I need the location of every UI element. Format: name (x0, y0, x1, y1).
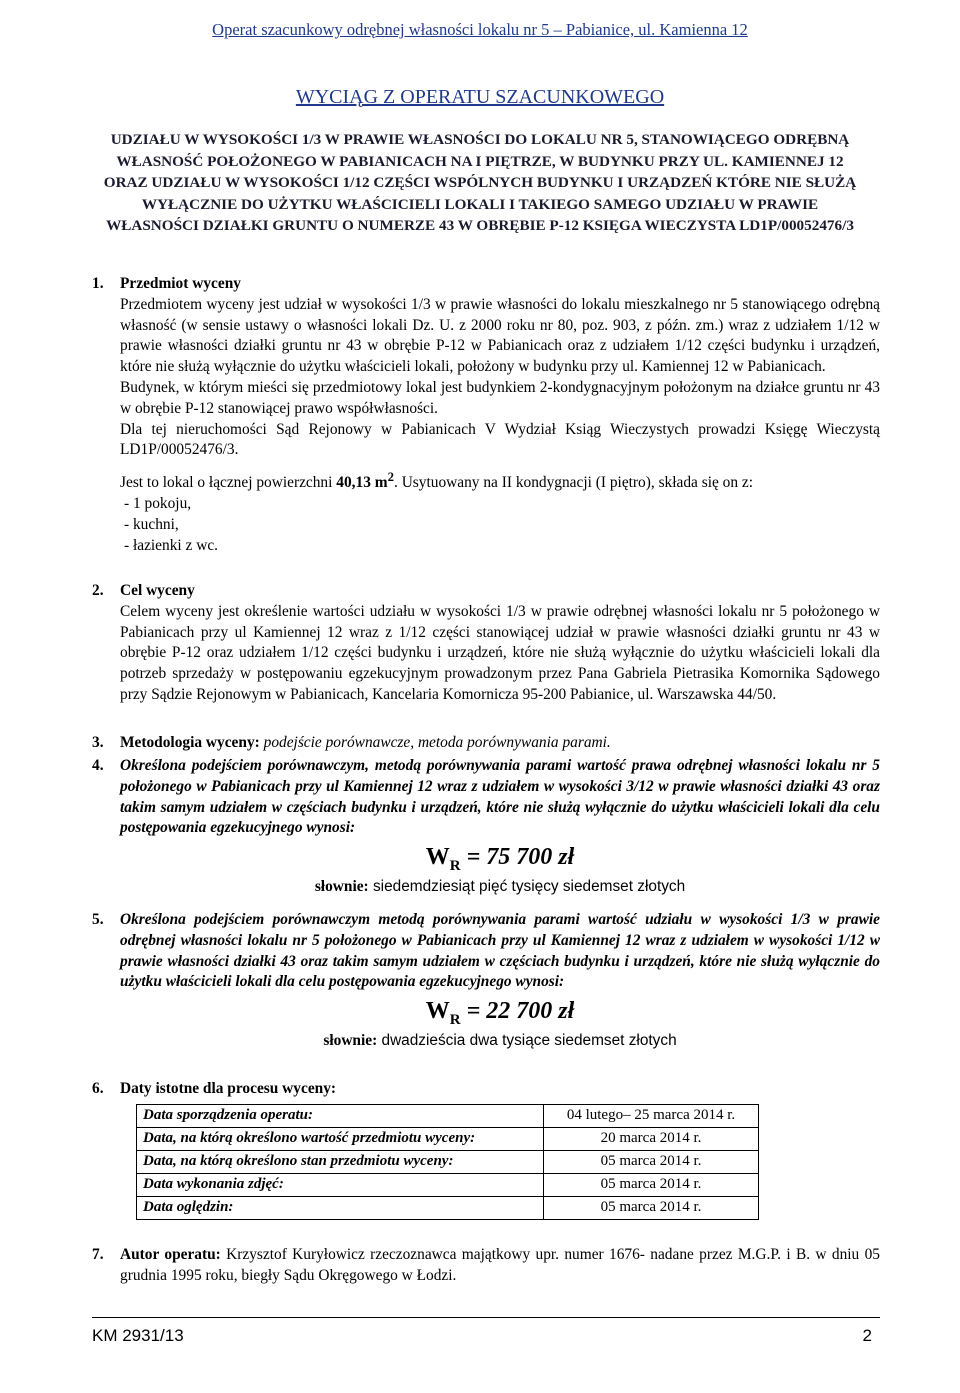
paragraph: Dla tej nieruchomości Sąd Rejonowy w Pabianicach V Wydział Ksiąg Wieczystych prowadzi Księgę Wieczystą LD1P/00052476/3. (120, 420, 880, 459)
case-number: KM 2931/13 (92, 1326, 184, 1345)
paragraph: Przedmiotem wyceny jest udział w wysokości 1/3 w prawie własności do lokalu mieszkalnego nr 5 stanowiącego odrębną własność (w sensie ustawy o własności lokali Dz. U. z 2000 roku nr 80, poz. 903, z późn. zm.) wraz z udziałem 1/12 w prawie własności działki gruntu nr 43 w obrębie P-12 w Pabianicach oraz z udziałem 1/12 części budynku i urządzeń, które nie służą wyłącznie do użytku właścicieli lokali, położony w budynku przy ul. Kamiennej 12 w Pabianicach. (120, 295, 880, 376)
author-text: Krzysztof Kuryłowicz rzeczoznawca majątkowy upr. numer 1676- nadane przez M.G.P. i B. w dniu 05 grudnia 1995 roku, biegły Sądu Okręgowego w Łodzi. (120, 1246, 880, 1284)
section-number: 5. (92, 911, 104, 928)
method-text: podejście porównawcze, metoda porównywania parami. (259, 734, 611, 751)
table-row: Data oględzin: 05 marca 2014 r. (137, 1196, 759, 1219)
section-3 (92, 733, 880, 754)
section-number: 2. (92, 582, 104, 599)
table-row: Data, na którą określono wartość przedmiotu wyceny: 20 marca 2014 r. (137, 1127, 759, 1150)
section-7 (92, 1245, 880, 1287)
section-number: 7. (92, 1246, 104, 1263)
section-heading: Przedmiot wyceny (120, 275, 241, 292)
table-row: Data, na którą określono stan przedmiotu wyceny: 05 marca 2014 r. (137, 1150, 759, 1173)
dates-table (136, 1104, 759, 1220)
area-value: 40,13 $m^2$ (336, 470, 394, 492)
section-heading: Cel wyceny (120, 582, 195, 599)
document-title: WYCIĄG Z OPERATU SZACUNKOWEGO (295, 86, 665, 108)
section-number: 6. (92, 1080, 104, 1097)
section-number: 3. (92, 734, 104, 751)
table-row: Data wykonania zdjęć: 05 marca 2014 r. (137, 1173, 759, 1196)
paragraph: Określona podejściem porównawczym, metodą porównywania parami wartość prawa odrębnej własności lokalu nr 5 położonego w Pabianicach przy ul Kamiennej 12 wraz z udziałem w wysokości 3/12 w prawie własności działki 43 oraz takim samym udziałem w częściach budynku i urządzeń, które nie służą wyłącznie do użytku właścicieli lokali dla celu postępowania egzekucyjnego wynosi: (120, 757, 880, 837)
section-heading: Daty istotne dla procesu wyceny: (120, 1080, 337, 1097)
rooms-list (124, 494, 880, 556)
area-paragraph: Jest to lokal o łącznej powierzchni 40,13 $m^2$. Usytuowany na II kondygnacji (I piętro), składa się on z: (120, 470, 754, 492)
section-4 (92, 756, 880, 898)
list-item: - łazienki z wc. (124, 536, 219, 554)
document-subtitle: UDZIAŁU W WYSOKOŚCI 1/3 W PRAWIE WŁASNOŚCI DO LOKALU NR 5, STANOWIĄCEGO ODRĘBNĄ WŁASNOŚĆ POŁOŻONEGO W PABIANICACH NA I PIĘTRZE, W BUDYNKU PRZY UL. KAMIENNEJ 12 ORAZ UDZIAŁU W WYSOKOŚCI 1/12 CZĘŚCI WSPÓLNYCH BUDYNKU I URZĄDZEŃ KTÓRE NIE SŁUŻĄ WYŁĄCZNIE DO UŻYTKU WŁAŚCICIELI LOKALI I TAKIEGO SAMEGO UDZIAŁU W PRAWIE WŁASNOŚCI DZIAŁKI GRUNTU O NUMERZE 43 W OBRĘBIE P-12 KSIĘGA WIECZYSTA LD1P/00052476/3 (103, 131, 857, 235)
section-2 (92, 581, 880, 706)
table-row: Data sporządzenia operatu: 04 lutego– 25 marca 2014 r. (137, 1104, 759, 1127)
list-item: - kuchni, (124, 515, 179, 533)
section-number: 4. (92, 757, 104, 774)
footer-divider (92, 1317, 880, 1318)
value-formula: $W_R = 75$ 700 zł (425, 844, 575, 874)
value-in-words: słownie: dwadzieścia dwa tysiące siedemset złotych (323, 1031, 677, 1049)
running-header: Operat szacunkowy odrębnej własności lokalu nr 5 – Pabianice, ul. Kamienna 12 (212, 20, 748, 39)
section-1 (92, 274, 880, 556)
value-formula: $W_R = 22$ 700 zł (425, 998, 575, 1028)
value-in-words: słownie: siedemdziesiąt pięć tysięcy siedemset złotych (314, 877, 686, 895)
list-item: - 1 pokoju, (124, 495, 192, 513)
section-heading: Autor operatu: (120, 1246, 221, 1263)
section-number: 1. (92, 275, 104, 292)
paragraph: Celem wyceny jest określenie wartości udziału w wysokości 1/3 w prawie odrębnej własności lokalu nr 5 położonego w Pabianicach przy ul Kamiennej 12 wraz z 1/12 części stanowiącej udział w prawie własności działki gruntu nr 43 w obrębie P-12 oraz udziałem 1/12 części budynku i urządzeń, które nie służą wyłącznie do użytku właścicieli lokali dla potrzeb sprzedaży w postępowaniu egzekucyjnym prowadzonym przez Pana Gabriela Pietrasika Komornika Sądowego przy Sądzie Rejonowym w Pabianicach, Kancelaria Komornicza 95-200 Pabianice, ul. Warszawska 44/50. (120, 602, 880, 703)
section-5 (92, 910, 880, 1052)
paragraph: Określona podejściem porównawczym metodą porównywania parami wartość udziału w wysokości 1/3 w prawie odrębnej własności lokalu nr 5 położonego w Pabianicach przy ul Kamiennej 12 wraz z udziałem w wysokości 1/12 w prawie własności działki 43 oraz takim samym udziałem w częściach budynku i urządzeń, które nie służą wyłącznie do użytku właścicieli lokali dla celu postępowania egzekucyjnego wynosi: (120, 911, 880, 991)
paragraph: Budynek, w którym mieści się przedmiotowy lokal jest budynkiem 2-kondygnacyjnym położonym na działce gruntu nr 43 w obrębie P-12 stanowiącej prawo współwłasności. (120, 378, 880, 417)
section-6 (92, 1079, 880, 1220)
page-number: 2 (862, 1326, 872, 1345)
section-heading: Metodologia wyceny: (120, 734, 260, 751)
